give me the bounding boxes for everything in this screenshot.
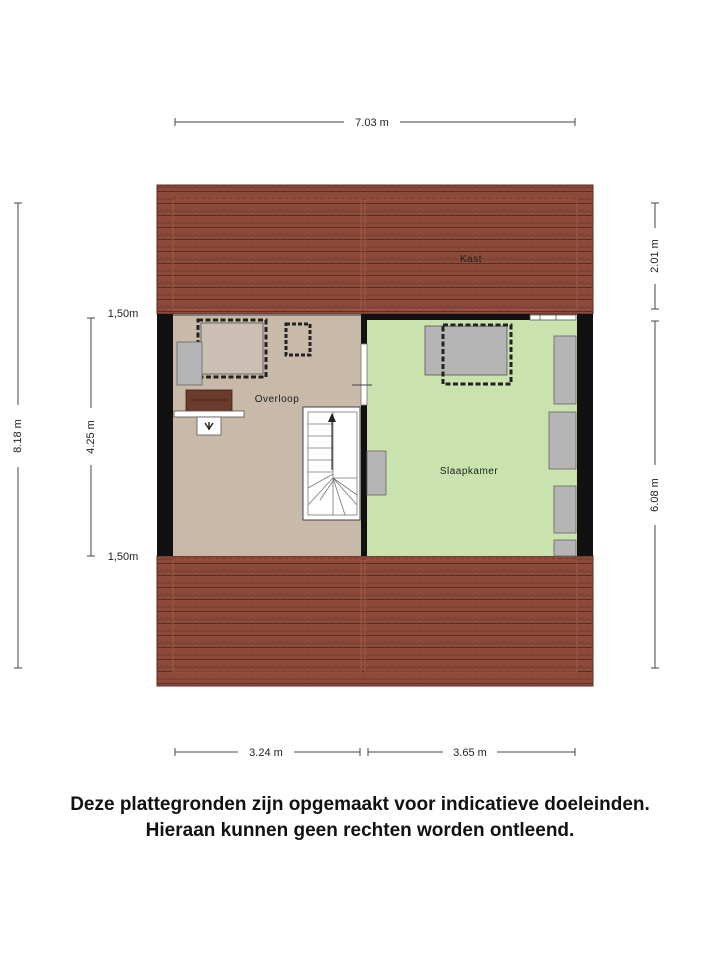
desk — [367, 451, 386, 495]
disclaimer-line-2: Hieraan kunnen geen rechten worden ontleend. — [145, 820, 575, 841]
room-label-overloop: Overloop — [254, 394, 300, 405]
disclaimer — [0, 792, 720, 844]
wardrobe-1 — [554, 336, 576, 404]
dimension-bottom-right: 3.65 m — [453, 747, 487, 759]
room-label-kast: Kast — [459, 254, 483, 265]
window — [530, 315, 576, 320]
dimension-bottom-left: 3.24 m — [249, 747, 283, 759]
boiler — [186, 390, 232, 411]
staircase — [303, 407, 360, 520]
dimension-right-bottom: 6.08 m — [648, 478, 661, 512]
room-label-slaapkamer: Slaapkamer — [439, 466, 499, 477]
dimension-left-height: 8.18 m — [11, 419, 24, 453]
dimension-knee-top: 1,50m — [107, 308, 139, 320]
dimension-right-top: 2.01 m — [648, 239, 661, 273]
cabinet — [177, 342, 202, 385]
skylight-overloop — [198, 320, 266, 377]
disclaimer-line-1: Deze plattegronden zijn opgemaakt voor indicatieve doeleinden. — [70, 794, 650, 815]
skylight-slaapkamer — [425, 325, 511, 384]
dimension-top-width: 7.03 m — [355, 117, 389, 129]
wardrobe-3 — [554, 486, 576, 533]
roof-bottom — [157, 556, 593, 686]
dimension-knee-bottom: 1,50m — [107, 551, 139, 563]
wardrobe-4 — [554, 540, 576, 556]
dimension-inner-height: 4.25 m — [84, 420, 97, 454]
roof-top — [157, 185, 593, 314]
wardrobe-2 — [549, 412, 576, 469]
